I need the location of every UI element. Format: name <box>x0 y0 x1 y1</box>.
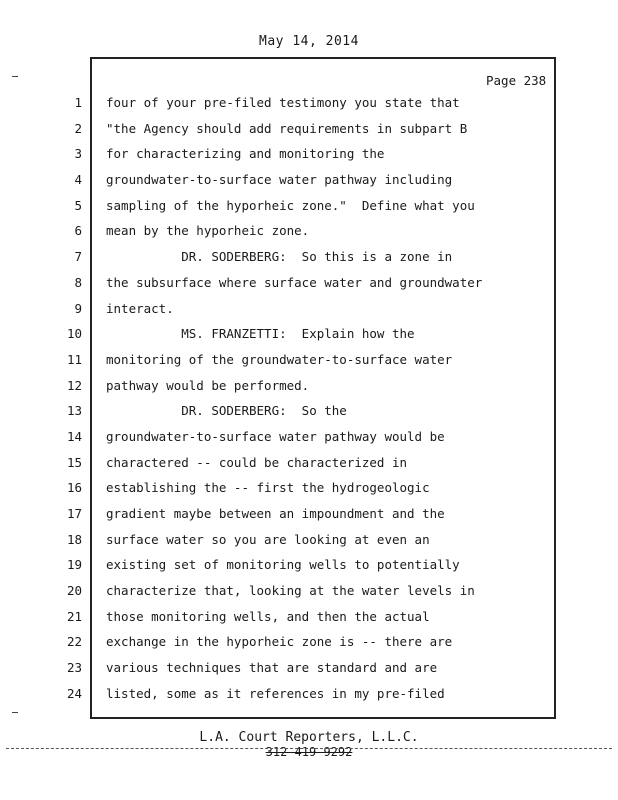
transcript-line <box>0 270 618 296</box>
line-number: 2 <box>74 120 82 136</box>
line-text: interact. <box>106 300 174 316</box>
line-number: 20 <box>66 583 82 599</box>
line-number: 11 <box>66 351 82 367</box>
line-number: 21 <box>66 608 82 624</box>
line-text: existing set of monitoring wells to potentially <box>106 557 460 573</box>
transcript-line <box>0 475 618 501</box>
court-reporter-phone: 312-419-9292 <box>265 745 353 759</box>
transcript-line <box>0 321 618 347</box>
line-number: 12 <box>66 377 82 393</box>
line-text: MS. FRANZETTI: Explain how the <box>106 326 415 342</box>
line-text: charactered -- could be characterized in <box>106 454 408 470</box>
line-number: 18 <box>66 531 82 547</box>
transcript-line <box>0 450 618 476</box>
transcript-line <box>0 629 618 655</box>
line-number: 7 <box>74 249 82 265</box>
line-text: groundwater-to-surface water pathway including <box>106 172 453 188</box>
line-text: listed, some as it references in my pre-filed <box>106 685 445 701</box>
transcript-line <box>0 604 618 630</box>
transcript-line <box>0 373 618 399</box>
transcript-line <box>0 193 618 219</box>
transcript-line <box>0 424 618 450</box>
transcript-line <box>0 347 618 373</box>
transcript-line <box>0 90 618 116</box>
line-text: mean by the hyporheic zone. <box>106 223 310 239</box>
line-number: 19 <box>66 557 82 573</box>
line-number: 8 <box>74 274 82 290</box>
line-text: four of your pre-filed testimony you state that <box>106 95 460 110</box>
line-number: 17 <box>66 506 82 521</box>
page-number: Page 238 <box>486 73 547 88</box>
transcript-line <box>0 681 618 707</box>
transcript-line <box>0 527 618 553</box>
line-number: 24 <box>66 685 82 701</box>
line-text: characterize that, looking at the water levels in <box>106 583 475 599</box>
line-number: 16 <box>66 480 82 496</box>
line-number: 6 <box>74 223 82 239</box>
line-number: 3 <box>74 146 82 162</box>
line-text: the subsurface where surface water and groundwater <box>106 274 483 290</box>
line-text: establishing the -- first the hydrogeologic <box>106 480 430 496</box>
court-reporter-name: L.A. Court Reporters, L.L.C. <box>199 730 419 745</box>
line-number: 13 <box>66 403 82 419</box>
line-number: 9 <box>74 300 82 316</box>
line-text: for characterizing and monitoring the <box>106 146 385 162</box>
line-text: those monitoring wells, and then the actual <box>106 608 430 624</box>
line-number: 4 <box>74 172 82 188</box>
transcript-line <box>0 296 618 322</box>
line-text: surface water so you are looking at even an <box>106 531 430 547</box>
transcript-line <box>0 655 618 681</box>
line-text: exchange in the hyporheic zone is -- there are <box>106 634 453 650</box>
transcript-lines <box>0 90 618 707</box>
line-text: various techniques that are standard and are <box>106 660 438 676</box>
transcript-line <box>0 167 618 193</box>
transcript-line <box>0 218 618 244</box>
line-number: 23 <box>66 660 82 676</box>
line-text: "the Agency should add requirements in subpart B <box>106 120 468 136</box>
line-number: 14 <box>66 428 82 444</box>
transcript-line <box>0 578 618 604</box>
document-date: May 14, 2014 <box>259 34 359 49</box>
line-number: 10 <box>66 326 82 342</box>
line-number: 1 <box>74 95 82 110</box>
line-text: pathway would be performed. <box>106 377 310 393</box>
line-number: 22 <box>66 634 82 650</box>
scan-artifact-mark <box>12 76 18 77</box>
line-text: sampling of the hyporheic zone." Define what you <box>106 197 475 213</box>
scan-artifact-mark <box>12 712 18 713</box>
line-text: DR. SODERBERG: So this is a zone in <box>106 249 453 265</box>
line-text: DR. SODERBERG: So the <box>106 403 347 419</box>
line-text: gradient maybe between an impoundment and the <box>106 506 445 521</box>
line-number: 15 <box>66 454 82 470</box>
line-text: groundwater-to-surface water pathway would be <box>106 428 445 444</box>
transcript-line <box>0 244 618 270</box>
line-text: monitoring of the groundwater-to-surface water <box>106 351 453 367</box>
line-number: 5 <box>74 197 82 213</box>
scan-artifact-rule <box>6 748 612 749</box>
transcript-line <box>0 398 618 424</box>
transcript-line <box>0 116 618 142</box>
transcript-line <box>0 141 618 167</box>
transcript-line <box>0 552 618 578</box>
transcript-line <box>0 501 618 527</box>
